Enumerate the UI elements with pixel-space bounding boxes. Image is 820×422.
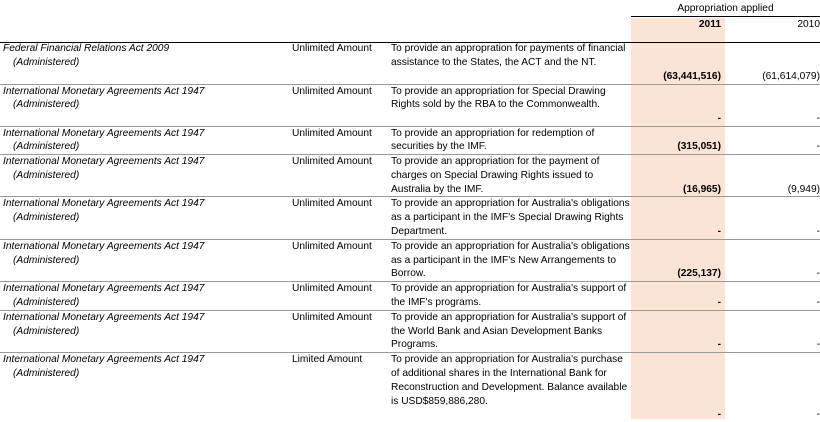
act-subtitle: (Administered)	[13, 99, 80, 111]
act-name: International Monetary Agreements Act 1947	[3, 283, 205, 295]
act-subtitle: (Administered)	[13, 141, 80, 153]
purpose: To provide an appropriation for Australia's obligations as a participant in the IMF's Special Drawing Rights Department.	[389, 197, 631, 239]
amount-type: Unlimited Amount	[290, 282, 389, 311]
amount-type: Unlimited Amount	[290, 126, 389, 155]
act-subtitle: (Administered)	[13, 325, 80, 337]
act-name: International Monetary Agreements Act 1947	[3, 156, 205, 168]
appropriation-applied-heading: Appropriation applied	[677, 3, 774, 14]
table-row	[0, 155, 820, 197]
value-2010: -	[816, 408, 820, 420]
value-2011: -	[631, 197, 725, 239]
act-cell	[0, 239, 290, 281]
purpose: To provide an appropriation for Australia's obligations as a participant in the IMF's New Arrangements to Borrow.	[389, 239, 631, 281]
amount-type: Unlimited Amount	[290, 155, 389, 197]
act-name: International Monetary Agreements Act 1947	[3, 198, 205, 210]
act-subtitle: (Administered)	[13, 297, 80, 309]
header-divider	[631, 16, 820, 17]
table-row	[0, 84, 820, 126]
act-cell	[0, 42, 290, 84]
act-cell	[0, 282, 290, 311]
table-row	[0, 282, 820, 311]
value-2011: (225,137)	[631, 239, 725, 281]
amount-type: Unlimited Amount	[290, 310, 389, 352]
value-2011: (16,965)	[631, 155, 725, 197]
column-2011-header: 2011	[698, 19, 721, 30]
act-name: International Monetary Agreements Act 1947	[3, 240, 205, 252]
amount-type: Limited Amount	[292, 354, 363, 366]
value-2010: -	[725, 239, 820, 281]
act-name: International Monetary Agreements Act 1947	[3, 85, 205, 97]
value-2010: -	[725, 126, 820, 155]
purpose: To provide an appropriation for redemption of securities by the IMF.	[389, 126, 631, 155]
act-cell	[0, 126, 290, 155]
value-2011: (63,441,516)	[631, 42, 725, 84]
purpose: To provide an appropriation for Australia's support of the IMF's programs.	[389, 282, 631, 311]
purpose: To provide an appropriation for Australia's support of the World Bank and Asian Development Banks Programs.	[389, 310, 631, 352]
purpose: To provide an appropriation for the payment of charges on Special Drawing Rights issued to Australia by the IMF.	[389, 155, 631, 197]
act-name: Federal Financial Relations Act 2009	[3, 43, 170, 54]
table-row	[0, 126, 820, 155]
amount-type: Unlimited Amount	[290, 197, 389, 239]
value-2010: -	[725, 310, 820, 352]
value-2011: -	[717, 408, 721, 420]
act-name: International Monetary Agreements Act 1947	[3, 311, 205, 323]
act-cell	[0, 84, 290, 126]
amount-type: Unlimited Amount	[290, 239, 389, 281]
act-cell	[0, 310, 290, 352]
value-2011: (315,051)	[631, 126, 725, 155]
table-row	[0, 353, 820, 422]
act-cell	[0, 155, 290, 197]
table-row	[0, 310, 820, 352]
value-2011: -	[631, 310, 725, 352]
amount-type: Unlimited Amount	[290, 42, 389, 84]
purpose: To provide an appropriation for Australia's purchase of additional shares in the International Bank for Reconstruction and Development. Balance available is USD$859,886,280.	[391, 354, 628, 407]
table-header	[0, 0, 820, 43]
value-2011: -	[631, 282, 725, 311]
purpose: To provide an appropration for payments of financial assistance to the States, the ACT and the NT.	[389, 42, 631, 84]
table-row	[0, 42, 820, 84]
table-row	[0, 197, 820, 239]
value-2010: -	[725, 197, 820, 239]
column-2010-header: 2010	[797, 19, 820, 30]
act-subtitle: (Administered)	[13, 368, 80, 380]
amount-type: Unlimited Amount	[290, 84, 389, 126]
value-2010: -	[725, 84, 820, 126]
value-2010: (61,614,079)	[725, 42, 820, 84]
purpose: To provide an appropriation for Special Drawing Rights sold by the RBA to the Commonwealth.	[389, 84, 631, 126]
act-subtitle: (Administered)	[13, 254, 80, 266]
appropriations-table	[0, 42, 820, 422]
act-subtitle: (Administered)	[13, 169, 80, 181]
act-name: International Monetary Agreements Act 1947	[3, 127, 205, 139]
act-cell	[0, 197, 290, 239]
value-2011: -	[631, 84, 725, 126]
act-cell	[0, 353, 290, 422]
act-subtitle: (Administered)	[13, 56, 80, 68]
table-row	[0, 239, 820, 281]
value-2010: -	[725, 282, 820, 311]
act-subtitle: (Administered)	[13, 212, 80, 224]
act-name: International Monetary Agreements Act 1947	[3, 354, 205, 366]
value-2010: (9,949)	[725, 155, 820, 197]
